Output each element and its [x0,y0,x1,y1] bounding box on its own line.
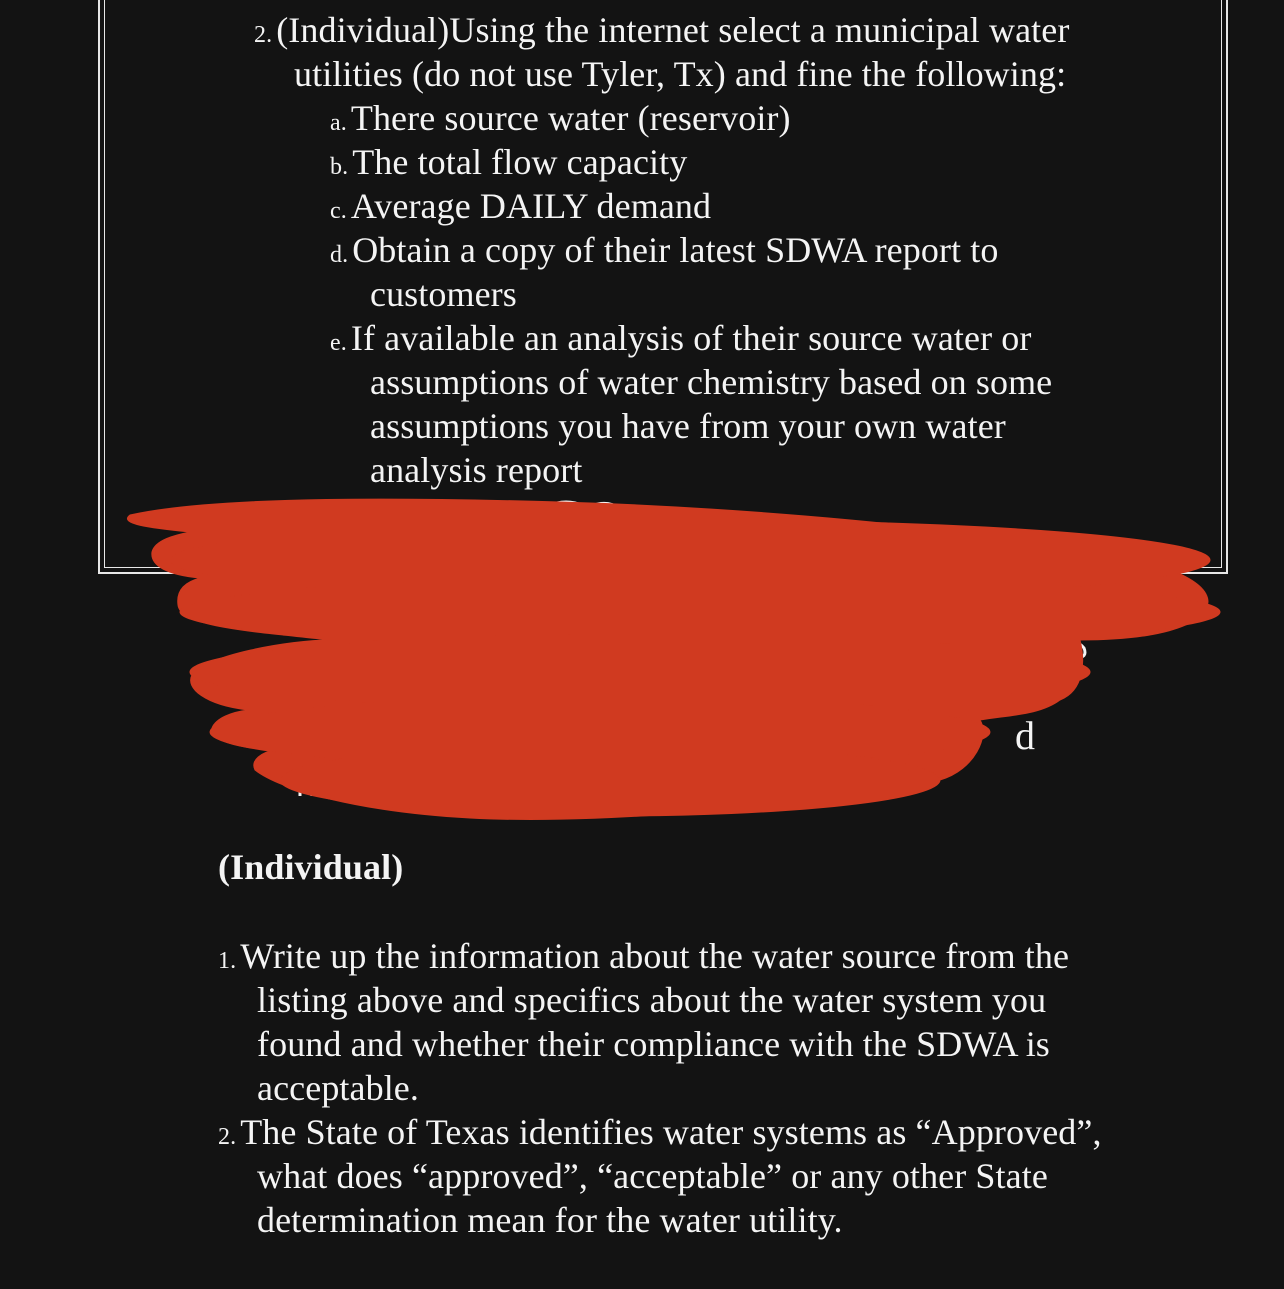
sub-item-b: b. The total flow capacity [330,142,688,182]
individual-heading: (Individual) [218,847,404,887]
sub-item-d-cont: customers [370,274,517,314]
sub-item-d: d. Obtain a copy of their latest SDWA report to [330,230,999,270]
individual-item-1: 1. Write up the information about the water source from the [218,936,1070,976]
individual-item-2-cont-2: determination mean for the water utility. [257,1200,843,1240]
sub-item-e-cont-3: analysis report [370,450,583,490]
sub-item-a: a. There source water (reservoir) [330,98,791,138]
individual-item-1-cont-2: found and whether their compliance with the SDWA is [257,1024,1050,1064]
individual-item-2: 2. The State of Texas identifies water systems as “Approved”, [218,1112,1102,1152]
task-2-line-1: 2. (Individual)Using the internet select a municipal water [254,10,1070,50]
sub-item-c: c. Average DAILY demand [330,186,712,226]
individual-item-2-cont-1: what does “approved”, “acceptable” or any other State [257,1156,1048,1196]
task-2-number: 2. [254,22,273,48]
individual-item-1-cont-3: acceptable. [257,1068,419,1108]
sub-item-e-cont-2: assumptions you have from your own water [370,406,1006,446]
sub-item-e-cont-1: assumptions of water chemistry based on some [370,362,1053,402]
sub-item-e: e. If available an analysis of their source water or [330,318,1032,358]
task-2-line-2: utilities (do not use Tyler, Tx) and fine the following: [294,54,1067,94]
individual-item-1-cont-1: listing above and specifics about the water system you [257,980,1047,1020]
peeking-text-fragment: d [1015,713,1035,758]
